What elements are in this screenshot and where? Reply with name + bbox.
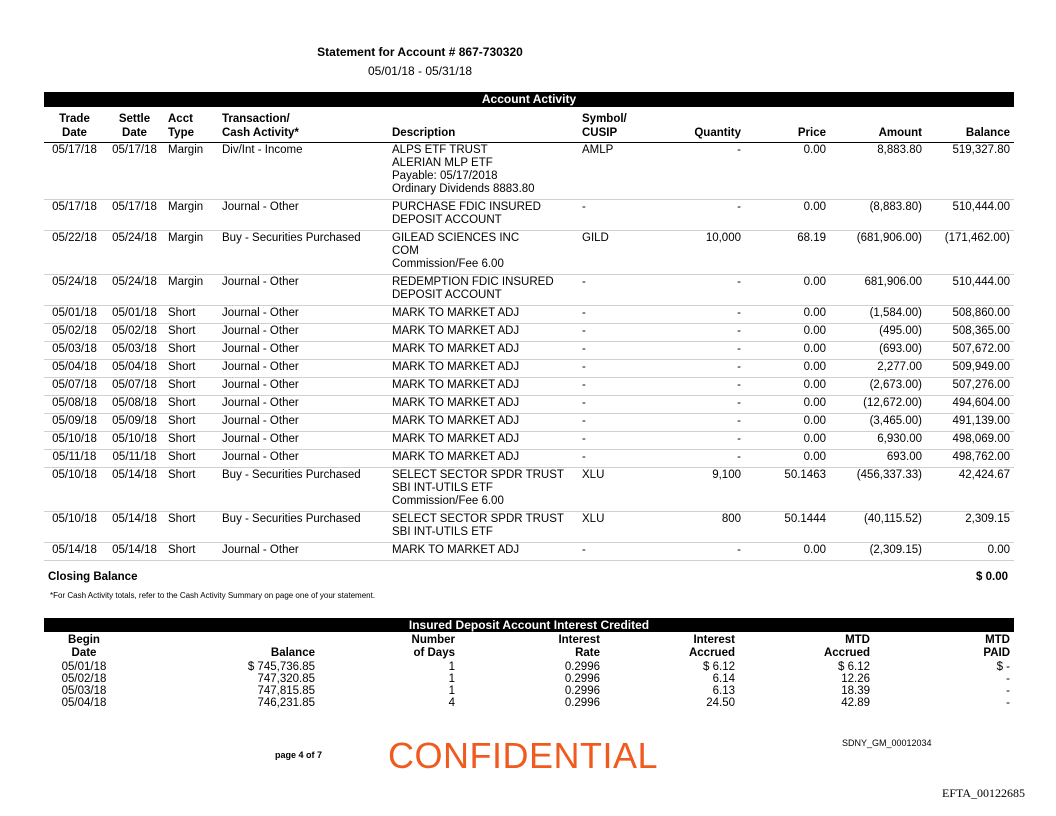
cell-days: 4 [448,697,455,709]
cell-balance: (171,462.00) [944,232,1010,244]
cell-acct-type: Margin [168,144,204,156]
cell-price: 0.00 [803,201,826,213]
cell-acct-type: Short [168,307,196,319]
col-quantity: Quantity [694,127,741,139]
cell-description [388,360,578,378]
description-line: GILEAD SCIENCES INC [392,232,520,244]
cell-rate: 0.2996 [564,673,600,685]
cell-quantity: - [737,307,741,319]
cell-balance: 0.00 [987,544,1010,556]
closing-balance-value: $ 0.00 [976,571,1008,583]
cell-price: 68.19 [797,232,826,244]
cell-days: 1 [448,661,455,673]
col-acct-type: Acct Type [168,113,194,139]
cell-description [388,231,578,275]
cell-transaction: Buy - Securities Purchased [222,232,361,244]
cell-trade-date: 05/11/18 [52,451,97,463]
cell-acct-type: Margin [168,276,204,288]
cell-acct-type: Short [168,433,196,445]
description-line: SELECT SECTOR SPDR TRUST [392,469,564,481]
confidential-stamp: CONFIDENTIAL [388,735,659,776]
cell-price: 0.00 [803,276,826,288]
cell-price: 0.00 [803,144,826,156]
cell-settle-date: 05/07/18 [112,379,157,391]
cell-amount: (40,115.52) [864,513,922,525]
cell-balance: 507,276.00 [952,379,1010,391]
col-amount: Amount [878,127,922,139]
cell-amount: (495.00) [879,325,922,337]
cell-description [388,378,578,396]
cell-description [388,512,578,543]
description-line: MARK TO MARKET ADJ [392,451,520,463]
cell-transaction: Journal - Other [222,451,299,463]
table-row [44,275,1014,306]
cell-symbol: - [582,415,586,427]
cell-acct-type: Short [168,513,196,525]
cell-settle-date: 05/09/18 [112,415,157,427]
cell-trade-date: 05/04/18 [52,361,97,373]
cell-price: 0.00 [803,544,826,556]
cell-transaction: Journal - Other [222,325,299,337]
cell-trade-date: 05/08/18 [52,397,97,409]
cell-accrued: 6.14 [712,673,735,685]
cell-days: 1 [448,673,455,685]
cell-quantity: - [737,276,741,288]
table-row [44,396,1014,414]
table-row [44,661,1014,673]
cell-trade-date: 05/07/18 [52,379,97,391]
cell-balance: 498,762.00 [952,451,1010,463]
description-line: MARK TO MARKET ADJ [392,397,520,409]
cell-description [388,275,578,306]
table-row [44,324,1014,342]
cell-symbol: - [582,276,586,288]
cell-quantity: - [737,325,741,337]
cell-trade-date: 05/17/18 [52,144,97,156]
col-interest-balance: Balance [270,647,315,659]
cell-acct-type: Short [168,544,196,556]
cell-symbol: - [582,379,586,391]
description-line: SBI INT-UTILS ETF [392,482,493,494]
cell-mtd-paid: - [1006,685,1010,697]
cell-transaction: Journal - Other [222,433,299,445]
description-line: ALPS ETF TRUST [392,144,488,156]
cell-begin-date: 05/03/18 [61,685,107,697]
description-line: ALERIAN MLP ETF [392,157,493,169]
cell-quantity: - [737,343,741,355]
cell-symbol: - [582,544,586,556]
col-description: Description [392,127,456,139]
cell-amount: (3,465.00) [869,415,922,427]
cell-amount: (681,906.00) [856,232,922,244]
cell-symbol: GILD [582,232,609,244]
cell-mtd-accrued: 18.39 [841,685,870,697]
cell-price: 0.00 [803,397,826,409]
cell-acct-type: Short [168,469,196,481]
cell-acct-type: Margin [168,201,204,213]
table-row [44,468,1014,512]
closing-balance-label: Closing Balance [48,571,138,583]
cell-mtd-accrued: 42.89 [841,697,870,709]
cell-acct-type: Short [168,451,196,463]
cell-mtd-accrued: 12.26 [841,673,870,685]
table-row [44,512,1014,543]
cell-trade-date: 05/09/18 [52,415,97,427]
cell-symbol: - [582,361,586,373]
cell-settle-date: 05/17/18 [112,201,157,213]
cell-quantity: 10,000 [705,232,741,244]
table-row [44,306,1014,324]
cell-balance: 519,327.80 [952,144,1010,156]
cell-description [388,450,578,468]
cell-price: 0.00 [803,343,826,355]
col-trade-date: Trade Date [59,113,90,139]
cell-acct-type: Short [168,343,196,355]
page-number: page 4 of 7 [275,750,323,760]
table-row [44,231,1014,275]
col-symbol: Symbol/ CUSIP [582,113,627,139]
cell-symbol: - [582,397,586,409]
description-line: PURCHASE FDIC INSURED [392,201,541,213]
cell-transaction: Buy - Securities Purchased [222,513,361,525]
cell-price: 50.1444 [784,513,826,525]
cell-quantity: - [737,144,741,156]
cell-transaction: Journal - Other [222,397,299,409]
cell-amount: 681,906.00 [864,276,922,288]
cell-balance: 510,444.00 [952,276,1010,288]
cell-rate: 0.2996 [564,697,600,709]
description-line: COM [392,245,419,257]
cell-balance: 510,444.00 [952,201,1010,213]
cell-amount: (456,337.33) [856,469,922,481]
cell-description [388,324,578,342]
cell-description [388,543,578,561]
cell-amount: (2,309.15) [869,544,922,556]
cell-settle-date: 05/14/18 [112,469,157,481]
interest-credited-table [44,633,1014,709]
cell-balance: 498,069.00 [952,433,1010,445]
cell-price: 0.00 [803,451,826,463]
statement-period: 05/01/18 - 05/31/18 [367,64,473,78]
cell-settle-date: 05/14/18 [112,513,157,525]
cell-amount: 693.00 [886,451,922,463]
cell-amount: 8,883.80 [877,144,922,156]
cell-quantity: - [737,379,741,391]
sdny-bates-number: SDNY_GM_00012034 [842,738,932,748]
cell-quantity: - [737,451,741,463]
description-line: MARK TO MARKET ADJ [392,379,520,391]
activity-rows [44,143,1014,561]
cell-price: 50.1463 [784,469,826,481]
cell-balance: 2,309.15 [965,513,1010,525]
cell-quantity: 800 [721,513,741,525]
cell-mtd-paid: $ - [996,661,1010,673]
cell-price: 0.00 [803,325,826,337]
description-line: Commission/Fee 6.00 [392,258,504,270]
description-line: MARK TO MARKET ADJ [392,544,520,556]
cell-rate: 0.2996 [564,661,600,673]
cell-rate: 0.2996 [564,685,600,697]
cell-days: 1 [448,685,455,697]
cell-acct-type: Short [168,415,196,427]
cell-price: 0.00 [803,307,826,319]
col-mtd-accrued: MTD Accrued [823,634,870,659]
cell-amount: (2,673.00) [869,379,922,391]
table-row [44,143,1014,200]
col-interest-rate: Interest Rate [558,634,600,659]
cell-trade-date: 05/03/18 [52,343,97,355]
cell-quantity: - [737,397,741,409]
cell-settle-date: 05/04/18 [112,361,157,373]
account-activity-header: Account Activity [44,92,1014,107]
cell-transaction: Journal - Other [222,276,299,288]
cell-accrued: 6.13 [712,685,735,697]
description-line: REDEMPTION FDIC INSURED [392,276,554,288]
cell-trade-date: 05/22/18 [52,232,97,244]
cell-amount: (1,584.00) [869,307,922,319]
cell-trade-date: 05/17/18 [52,201,97,213]
cell-quantity: - [737,201,741,213]
cell-trade-date: 05/01/18 [52,307,97,319]
col-interest-accrued: Interest Accrued [688,634,735,659]
description-line: Ordinary Dividends 8883.80 [392,183,535,195]
cell-settle-date: 05/08/18 [112,397,157,409]
cell-acct-type: Margin [168,232,204,244]
cell-mtd-accrued: $ 6.12 [838,661,870,673]
cell-symbol: - [582,433,586,445]
cell-transaction: Journal - Other [222,544,299,556]
cell-settle-date: 05/14/18 [112,544,157,556]
cell-trade-date: 05/10/18 [52,469,97,481]
table-row [44,697,1014,709]
cell-transaction: Journal - Other [222,415,299,427]
description-line: Commission/Fee 6.00 [392,495,504,507]
cell-symbol: - [582,307,586,319]
description-line: Payable: 05/17/2018 [392,170,498,182]
cell-amount: (8,883.80) [869,201,922,213]
cell-description [388,306,578,324]
description-line: MARK TO MARKET ADJ [392,415,520,427]
cell-acct-type: Short [168,361,196,373]
cell-transaction: Journal - Other [222,343,299,355]
description-line: MARK TO MARKET ADJ [392,325,520,337]
cell-balance: $ 745,736.85 [247,661,315,673]
cell-balance: 508,365.00 [952,325,1010,337]
cell-balance: 508,860.00 [952,307,1010,319]
table-row [44,673,1014,685]
cell-trade-date: 05/10/18 [52,513,97,525]
cell-begin-date: 05/04/18 [61,697,107,709]
cell-settle-date: 05/11/18 [112,451,157,463]
cell-quantity: - [737,544,741,556]
description-line: MARK TO MARKET ADJ [392,307,520,319]
cell-amount: (693.00) [879,343,922,355]
table-row [44,200,1014,231]
description-line: SBI INT-UTILS ETF [392,526,493,538]
cell-description [388,396,578,414]
cell-accrued: 24.50 [706,697,735,709]
interest-credited-header: Insured Deposit Account Interest Credited [44,618,1014,632]
description-line: MARK TO MARKET ADJ [392,433,520,445]
cell-balance: 509,949.00 [952,361,1010,373]
cell-symbol: XLU [582,469,605,481]
table-row [44,378,1014,396]
cell-settle-date: 05/10/18 [112,433,157,445]
cell-mtd-paid: - [1006,673,1010,685]
cell-settle-date: 05/24/18 [112,276,157,288]
col-begin-date: Begin Date [68,634,100,659]
cell-transaction: Journal - Other [222,379,299,391]
cell-mtd-paid: - [1006,697,1010,709]
cell-accrued: $ 6.12 [703,661,735,673]
cell-symbol: - [582,451,586,463]
description-line: DEPOSIT ACCOUNT [392,289,502,301]
cell-description [388,342,578,360]
cell-price: 0.00 [803,415,826,427]
cell-balance: 42,424.67 [958,469,1010,481]
cell-quantity: - [737,415,741,427]
cell-trade-date: 05/02/18 [52,325,97,337]
cell-transaction: Journal - Other [222,361,299,373]
cell-settle-date: 05/03/18 [112,343,157,355]
table-row [44,342,1014,360]
cell-amount: 6,930.00 [877,433,922,445]
col-number-of-days: Number of Days [411,634,455,659]
cell-symbol: - [582,201,586,213]
cell-description [388,414,578,432]
cell-price: 0.00 [803,379,826,391]
cell-description [388,468,578,512]
table-row [44,414,1014,432]
table-row [44,543,1014,561]
table-row [44,450,1014,468]
col-settle-date: Settle Date [118,113,151,139]
cell-begin-date: 05/02/18 [61,673,107,685]
cell-symbol: AMLP [582,144,614,156]
cell-price: 0.00 [803,361,826,373]
cell-settle-date: 05/24/18 [112,232,157,244]
cell-price: 0.00 [803,433,826,445]
description-line: MARK TO MARKET ADJ [392,343,520,355]
description-line: SELECT SECTOR SPDR TRUST [392,513,564,525]
cell-trade-date: 05/24/18 [52,276,97,288]
cell-quantity: - [737,433,741,445]
cell-balance: 747,815.85 [257,685,315,697]
cell-amount: (12,672.00) [863,397,922,409]
col-mtd-paid: MTD PAID [983,634,1010,659]
statement-title: Statement for Account # 867-730320 [317,45,523,59]
cell-balance: 507,672.00 [952,343,1010,355]
cell-settle-date: 05/02/18 [112,325,157,337]
cell-acct-type: Short [168,379,196,391]
col-price: Price [797,127,826,139]
account-activity-table [44,108,1014,561]
cell-symbol: XLU [582,513,605,525]
cell-quantity: - [737,361,741,373]
cell-description [388,432,578,450]
cash-activity-footnote: *For Cash Activity totals, refer to the Cash Activity Summary on page one of your statement. [50,591,376,600]
cell-symbol: - [582,343,586,355]
cell-transaction: Journal - Other [222,307,299,319]
activity-header-row [44,108,1014,143]
table-row [44,432,1014,450]
table-row [44,685,1014,697]
cell-settle-date: 05/17/18 [112,144,157,156]
cell-transaction: Buy - Securities Purchased [222,469,361,481]
cell-trade-date: 05/10/18 [52,433,97,445]
cell-symbol: - [582,325,586,337]
cell-quantity: 9,100 [712,469,741,481]
cell-transaction: Journal - Other [222,201,299,213]
interest-header-row [44,633,1014,661]
cell-acct-type: Short [168,325,196,337]
cell-description [388,200,578,231]
cell-transaction: Div/Int - Income [222,144,303,156]
cell-begin-date: 05/01/18 [61,661,107,673]
col-balance: Balance [965,127,1010,139]
col-transaction: Transaction/ Cash Activity* [222,113,299,139]
description-line: MARK TO MARKET ADJ [392,361,520,373]
cell-settle-date: 05/01/18 [112,307,157,319]
cell-balance: 494,604.00 [952,397,1010,409]
cell-balance: 746,231.85 [257,697,315,709]
interest-rows [44,661,1014,709]
table-row [44,360,1014,378]
cell-description [388,143,578,200]
cell-trade-date: 05/14/18 [52,544,97,556]
cell-amount: 2,277.00 [877,361,922,373]
cell-balance: 491,139.00 [952,415,1010,427]
cell-balance: 747,320.85 [257,673,315,685]
cell-acct-type: Short [168,397,196,409]
efta-bates-number: EFTA_00122685 [942,786,1026,800]
description-line: DEPOSIT ACCOUNT [392,214,502,226]
